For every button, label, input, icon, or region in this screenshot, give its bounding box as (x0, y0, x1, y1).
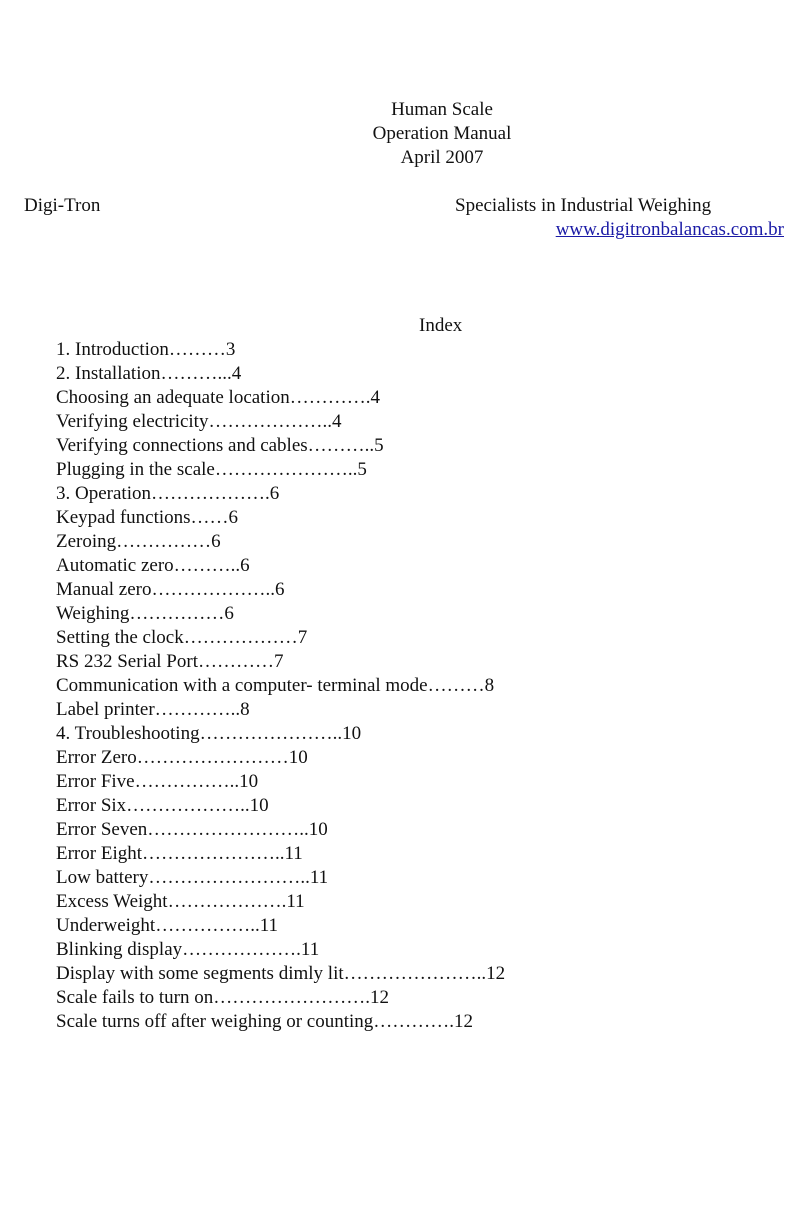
toc-entry: Low battery……………………..11 (56, 867, 329, 888)
toc-entry: 2. Installation………...4 (56, 363, 242, 384)
title-line-manual: Operation Manual (372, 123, 512, 144)
company-name: Digi-Tron (24, 195, 101, 216)
table-of-contents (56, 338, 505, 1034)
toc-entry: Scale fails to turn on…………………….12 (56, 987, 389, 1008)
toc-entry: Display with some segments dimly lit…………………..12 (56, 963, 506, 984)
toc-entry: Error Zero……………………10 (56, 747, 308, 768)
toc-entry: Error Eight…………………..11 (56, 843, 303, 864)
toc-entry: Communication with a computer- terminal mode………8 (56, 675, 495, 696)
toc-entry: Label printer…………..8 (56, 699, 250, 720)
toc-entry: 1. Introduction………3 (56, 339, 236, 360)
toc-entry: Choosing an adequate location………….4 (56, 387, 380, 408)
toc-entry: 3. Operation……………….6 (56, 483, 280, 504)
index-heading: Index (419, 315, 463, 336)
toc-entry: Verifying electricity………………..4 (56, 411, 342, 432)
title-line-product: Human Scale (391, 99, 493, 120)
toc-entry: RS 232 Serial Port…………7 (56, 651, 284, 672)
toc-entry: Manual zero………………..6 (56, 579, 285, 600)
toc-entry: Verifying connections and cables………..5 (56, 435, 384, 456)
toc-entry: Underweight……………..11 (56, 915, 278, 936)
toc-entry: Error Six………………..10 (56, 795, 269, 816)
toc-entry: Scale turns off after weighing or counting………….12 (56, 1011, 474, 1032)
toc-entry: Zeroing……………6 (56, 531, 221, 552)
toc-entry: Weighing……………6 (56, 603, 234, 624)
toc-entry: Blinking display……………….11 (56, 939, 320, 960)
company-tagline: Specialists in Industrial Weighing (455, 195, 712, 216)
toc-entry: Setting the clock………………7 (56, 627, 308, 648)
toc-entry: Error Seven……………………..10 (56, 819, 328, 840)
toc-entry: Automatic zero………..6 (56, 555, 250, 576)
toc-entry: Plugging in the scale…………………..5 (56, 459, 367, 480)
website-link[interactable]: www.digitronbalancas.com.br (555, 219, 784, 240)
toc-entry: 4. Troubleshooting…………………..10 (56, 723, 362, 744)
toc-entry: Keypad functions……6 (56, 507, 239, 528)
document-title (0, 98, 808, 170)
toc-entry: Error Five……………..10 (56, 771, 259, 792)
toc-entry: Excess Weight……………….11 (56, 891, 305, 912)
title-line-date: April 2007 (400, 147, 484, 168)
